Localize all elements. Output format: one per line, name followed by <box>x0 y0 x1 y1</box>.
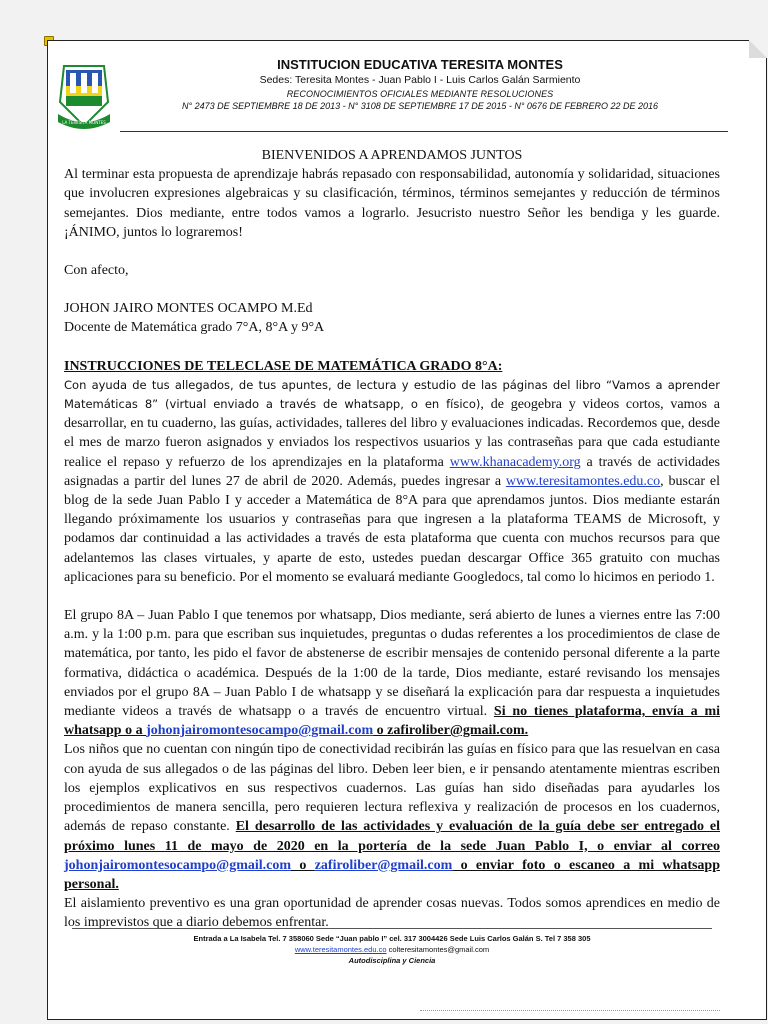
instructions-paragraph-2 <box>64 606 720 740</box>
text-span: El grupo 8A – Juan Pablo I que tenemos por whatsapp, Dios mediante, será abierto de lunes a viernes entre las 7:00 a.m. y la 1:00 p.m. para que escriban sus inquietudes, preguntas o dudas referentes a los procedimientos de clase de matemática, por tanto, les pido el favor de abstenerse de escribir mensajes de contenido personal diferente a la parte formativa, didáctica o académica. Después de la 1:00 de la tarde, Dios mediante, estaré revisando los mensajes enviados por el grupo 8A – Juan Pablo I de whatsapp y se diseñará la explicación para dar respuesta a inquietudes mediante videos a través de whatsapp o a través de encuentro virtual. <box>64 608 720 720</box>
page-fold-corner <box>749 40 767 58</box>
khanacademy-link[interactable]: www.khanacademy.org <box>449 454 581 470</box>
handwritten-text: Con ayuda de tus allegados, de tus apuntes, de lectura y estudio de las páginas del libro “Vamos a aprender Matemáticas 8” (virtual enviado a través de whatsapp, o en físico) <box>64 377 720 412</box>
document-body <box>64 146 720 933</box>
text-span: o <box>291 857 315 873</box>
resoluciones-line: N° 2473 DE SEPTIEMBRE 18 DE 2013 - N° 3108 DE SEPTIEMBRE 17 DE 2015 - N° 0676 DE FEBRERO 22 DE 2016 <box>181 101 658 111</box>
whatsapp-notice: o enviar foto o escaneo a mi whatsapp personal. <box>64 857 721 892</box>
school-name: INSTITUCION EDUCATIVA TERESITA MONTES <box>277 57 563 72</box>
text-span: a través de actividades asignadas a partir del lunes 27 de abril de 2020. Además, puedes ingresar a <box>64 454 721 489</box>
logo-ribbon-text: LA TERESITA MONTES <box>62 120 106 125</box>
text-span: Los niños que no cuentan con ningún tipo de conectividad recibirán las guías en físico para que las resuelvan en casa con ayuda de sus allegados o de las páginas del libro. Deben leer bien, e ir pensando atentamente mientras escriben los ejemplos explicativos en sus respectivos cuadernos. Las guías han sido diseñadas para ayudarles los procedimientos de manera sencilla, pero requieren lectura reflexiva y realización de procesos en los cuadernos, además de repaso constante. <box>64 742 720 835</box>
footer-divider <box>72 928 712 929</box>
spacer <box>64 280 720 299</box>
signature-role: Docente de Matemática grado 7°A, 8°A y 9°A <box>64 320 325 336</box>
text-span: o <box>373 723 388 739</box>
header-divider <box>120 131 728 132</box>
spacer <box>64 242 720 261</box>
reconocimientos-line: RECONOCIMIENTOS OFICIALES MEDIANTE RESOLUCIONES <box>286 89 554 99</box>
footer-address: Entrada a La Isabela Tel. 7 358060 Sede “Juan pablo I” cel. 317 3004426 Sede Luis Carlos Galán S. Tel 7 358 305 <box>193 934 591 943</box>
logo-figure-left <box>70 73 76 93</box>
sedes-line: Sedes: Teresita Montes - Juan Pablo I - Luis Carlos Galán Sarmiento <box>259 74 581 86</box>
text-span: , de geogebra y videos cortos, vamos a desarrollar, en tu cuaderno, las guías, actividades, talleres del libro y evaluaciones indicadas. Recordemos que, desde el mes de marzo fueron asignados y enviados los respectivos usuarios y las contraseñas para que cada estudiante realice el repaso y refuerzo de los aprendizajes en la plataforma <box>64 397 720 470</box>
teacher-email-link-2[interactable]: johonjairomontesocampo@gmail.com <box>64 857 292 873</box>
footer-website-link[interactable]: www.teresitamontes.edu.co <box>294 945 387 954</box>
logo-figure-right <box>92 73 98 93</box>
instructions-paragraph-1 <box>64 376 720 587</box>
instructions-title: INSTRUCCIONES DE TELECLASE DE MATEMÁTICA GRADO 8°A: <box>64 358 503 374</box>
footer-contact <box>64 944 720 955</box>
logo-figure-center <box>81 73 87 93</box>
letterhead <box>112 56 728 112</box>
instructions-paragraph-3 <box>64 740 720 894</box>
page-footer <box>64 928 720 966</box>
signature-name: JOHON JAIRO MONTES OCAMPO M.Ed <box>64 301 313 317</box>
school-website-link[interactable]: www.teresitamontes.edu.co <box>505 473 661 489</box>
deadline-notice: El desarrollo de las actividades y evaluación de la guía debe ser entregado el próximo lunes 11 de mayo de 2020 en la portería de la sede Juan Pablo I, o enviar al correo <box>64 819 720 854</box>
footer-email: colteresitamontes@gmail.com <box>386 945 490 954</box>
no-platform-notice: Si no tienes plataforma, envía a mi whatsapp o a <box>64 704 721 739</box>
spacer <box>64 338 720 357</box>
teacher-email-link[interactable]: johonjairomontesocampo@gmail.com <box>146 723 374 739</box>
footer-motto: Autodisciplina y Ciencia <box>348 956 436 965</box>
welcome-title: BIENVENIDOS A APRENDAMOS JUNTOS <box>261 148 523 163</box>
school-logo <box>56 56 112 132</box>
alt-email-link[interactable]: zafiroliber@gmail.com <box>314 857 453 873</box>
spacer <box>64 587 720 606</box>
closing-paragraph: El aislamiento preventivo es una gran oportunidad de aprender cosas nuevas. Todos somos aprendices en medio de los imprevistos que a diario debemos enfrentar. <box>64 896 720 931</box>
logo-green-band <box>66 96 102 106</box>
text-span: , buscar el blog de la sede Juan Pablo I y acceder a Matemática de 8°A para que aprendamos juntos. Dios mediante estarán llegando próximamente los usuarios y contraseñas para que ingresen a la plataforma TEAMS de Microsoft, y podamos dar continuidad a las actividades a través de esta plataforma que cuenta con muchos recursos para que adelantemos las clases virtuales, y aparte de esto, ustedes puedan descargar Office 365 gratuito con muchas aplicaciones para su beneficio. Por el momento se evaluará mediante Googledocs, tal como lo hicimos en periodo 1. <box>64 473 720 585</box>
page-edge-dots <box>420 1010 720 1011</box>
closing-line: Con afecto, <box>64 263 129 279</box>
intro-paragraph: Al terminar esta propuesta de aprendizaje habrás repasado con responsabilidad, autonomía y solidaridad, situaciones que involucren expresiones algebraicas y su clasificación, términos, términos semejantes y reducción de términos semejantes. Dios mediante, entre todos vamos a lograrlo. Jesucristo nuestro Señor les bendiga y les guarde. ¡ÁNIMO, juntos lo lograremos! <box>64 167 720 240</box>
alt-email-text: zafiroliber@gmail.com. <box>387 723 529 739</box>
